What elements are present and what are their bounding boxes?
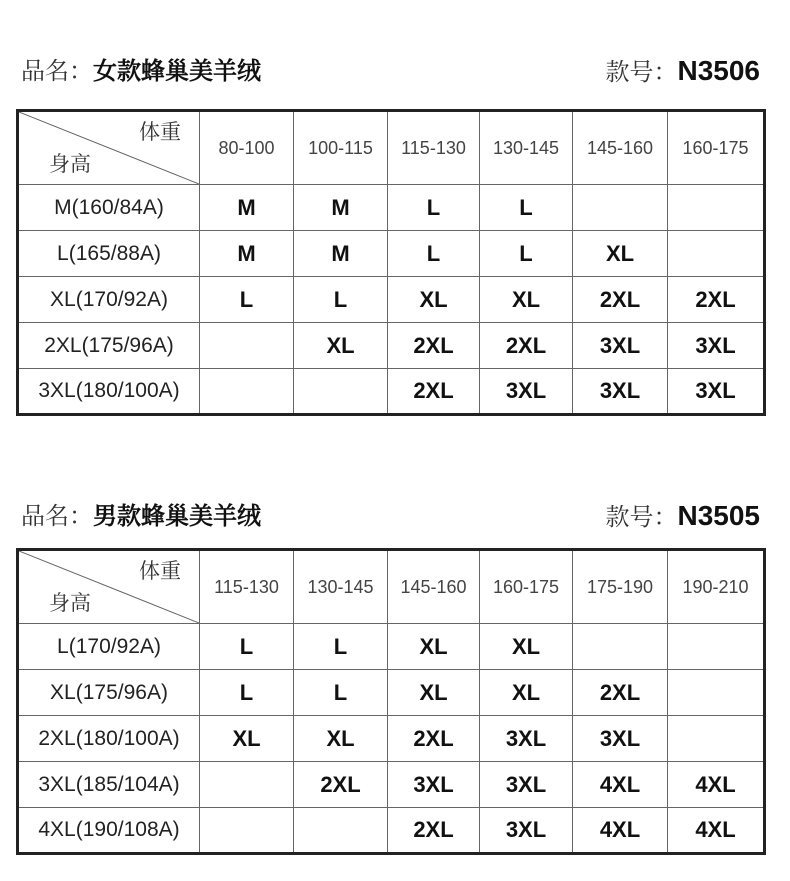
size-cell: L [294,277,388,323]
size-cell [668,670,765,716]
size-cell: 3XL [480,369,573,415]
size-cell: XL [388,670,480,716]
size-cell: M [200,185,294,231]
size-table [16,109,766,416]
size-cell: 2XL [573,670,668,716]
size-cell: 2XL [388,369,480,415]
table-row [18,670,765,716]
size-cell: 3XL [573,323,668,369]
table-row [18,808,765,854]
model-number-label: 款号： [605,503,678,531]
size-cell: L [200,277,294,323]
height-row-header: L(165/88A) [18,231,200,277]
size-cell: L [388,185,480,231]
height-label: 身高 [49,591,91,615]
size-cell [573,185,668,231]
weight-column-header: 145-160 [573,111,668,185]
model-number-label: 款号： [605,58,678,86]
weight-label: 体重 [139,120,181,144]
weight-column-header: 175-190 [573,550,668,624]
weight-column-header: 160-175 [668,111,765,185]
size-cell: 3XL [668,323,765,369]
size-cell: XL [573,231,668,277]
size-cell: XL [388,277,480,323]
size-cell: L [200,624,294,670]
size-cell [294,369,388,415]
size-cell: XL [294,716,388,762]
height-row-header: 2XL(180/100A) [18,716,200,762]
size-cell: M [200,231,294,277]
product-name-value: 女款蜂巢美羊绒 [93,57,261,85]
table-row [18,716,765,762]
product-name-label: 品名： [21,502,93,530]
table-row [18,231,765,277]
table-row [18,624,765,670]
weight-label: 体重 [139,559,181,583]
size-cell: XL [294,323,388,369]
size-cell [668,624,765,670]
chart-header [0,496,790,536]
size-cell: 3XL [480,716,573,762]
size-cell: 3XL [480,808,573,854]
table-row [18,369,765,415]
size-cell: 3XL [573,369,668,415]
model-number-value: N3506 [677,55,760,86]
product-name-label: 品名： [21,57,93,85]
size-cell [668,716,765,762]
size-cell: L [480,231,573,277]
table-row [18,323,765,369]
corner-cell [18,550,200,624]
chart-header [0,51,790,91]
weight-column-header: 100-115 [294,111,388,185]
size-table [16,548,766,855]
size-cell: XL [480,277,573,323]
size-cell: XL [480,670,573,716]
size-cell: L [388,231,480,277]
size-cell: XL [480,624,573,670]
height-row-header: 4XL(190/108A) [18,808,200,854]
size-cell: L [294,624,388,670]
table-row [18,762,765,808]
size-cell [200,762,294,808]
size-cell: 3XL [388,762,480,808]
table-row [18,277,765,323]
height-row-header: XL(175/96A) [18,670,200,716]
size-cell: 2XL [388,808,480,854]
size-cell: 3XL [668,369,765,415]
size-cell [573,624,668,670]
table-row [18,185,765,231]
size-cell: M [294,231,388,277]
size-cell: 3XL [480,762,573,808]
size-cell: XL [200,716,294,762]
size-cell: 4XL [668,762,765,808]
size-cell: 4XL [573,808,668,854]
size-cell: L [200,670,294,716]
header-row [18,111,765,185]
product-name-value: 男款蜂巢美羊绒 [93,502,261,530]
header-row [18,550,765,624]
size-cell [294,808,388,854]
size-cell: 4XL [573,762,668,808]
corner-cell [18,111,200,185]
height-label: 身高 [49,152,91,176]
weight-column-header: 190-210 [668,550,765,624]
size-cell: 2XL [388,323,480,369]
size-cell [200,323,294,369]
weight-column-header: 145-160 [388,550,480,624]
size-cell: 2XL [480,323,573,369]
weight-column-header: 115-130 [388,111,480,185]
weight-column-header: 130-145 [294,550,388,624]
size-cell: 2XL [388,716,480,762]
height-row-header: 3XL(180/100A) [18,369,200,415]
weight-column-header: 115-130 [200,550,294,624]
model-number [605,496,760,537]
height-row-header: M(160/84A) [18,185,200,231]
product-name [21,496,261,536]
product-name [21,51,261,91]
size-cell: 3XL [573,716,668,762]
size-cell: L [480,185,573,231]
size-cell: 2XL [294,762,388,808]
size-cell [668,185,765,231]
size-cell: 2XL [573,277,668,323]
size-cell: 4XL [668,808,765,854]
size-cell [668,231,765,277]
weight-column-header: 80-100 [200,111,294,185]
weight-column-header: 130-145 [480,111,573,185]
size-cell: L [294,670,388,716]
weight-column-header: 160-175 [480,550,573,624]
size-cell: 2XL [668,277,765,323]
model-number [605,51,760,92]
size-cell [200,369,294,415]
size-cell [200,808,294,854]
size-cell: M [294,185,388,231]
height-row-header: L(170/92A) [18,624,200,670]
height-row-header: 2XL(175/96A) [18,323,200,369]
height-row-header: 3XL(185/104A) [18,762,200,808]
size-cell: XL [388,624,480,670]
height-row-header: XL(170/92A) [18,277,200,323]
model-number-value: N3505 [677,500,760,531]
